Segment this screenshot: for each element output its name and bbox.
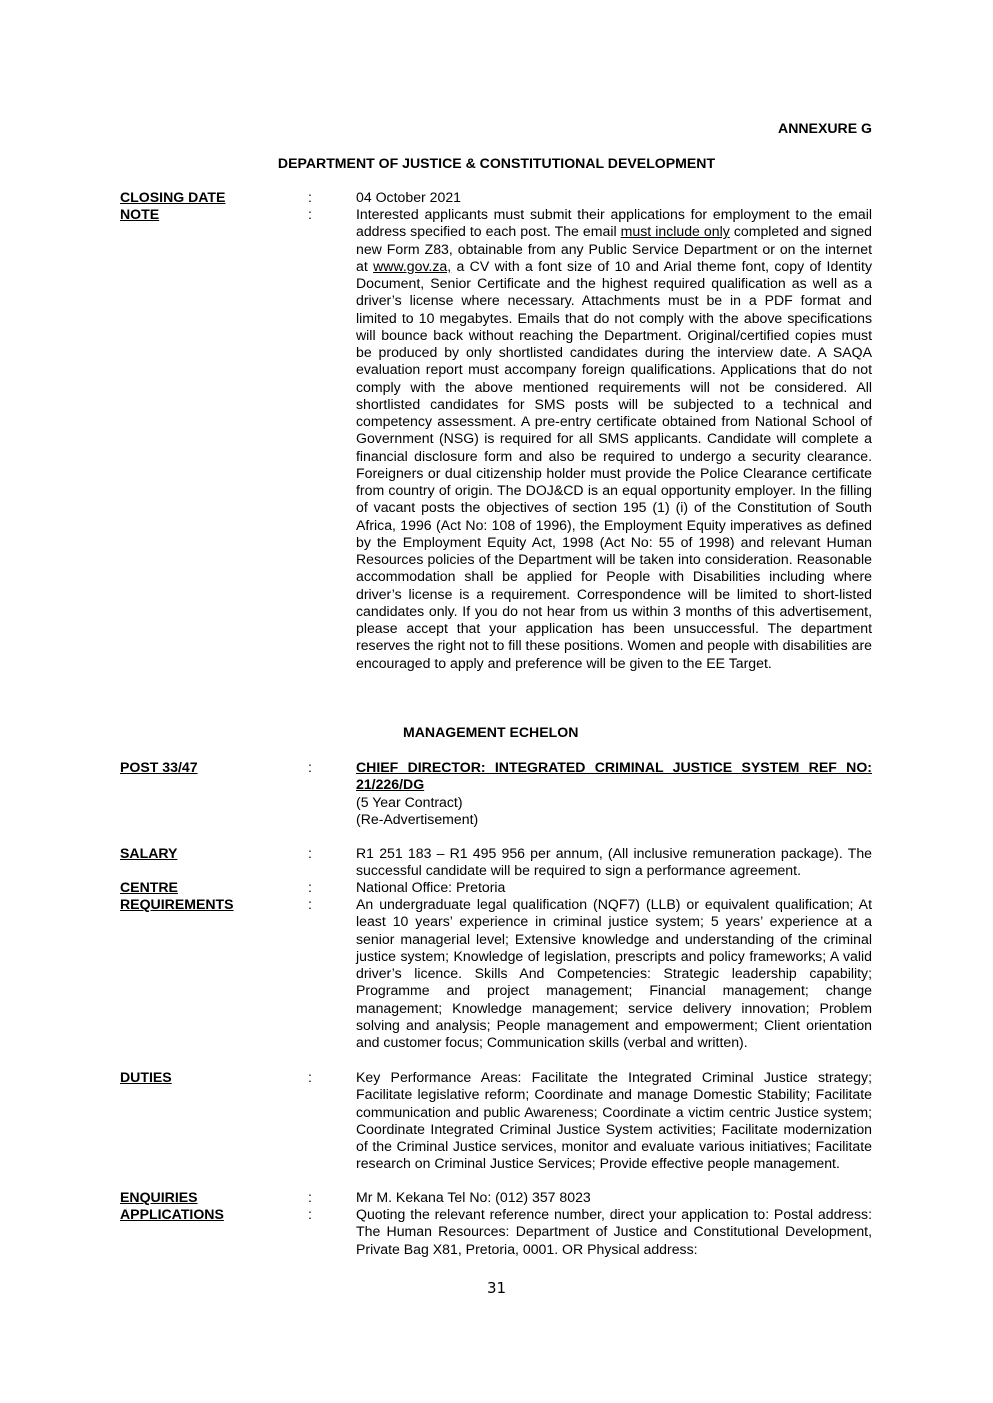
closing-date-value: 04 October 2021 [356,189,461,205]
note-text-part-1: Interested applicants must submit their applications for employment to the email address specified to each post. The email [356,206,872,240]
post-contract: (5 Year Contract) [356,793,463,810]
closing-date-label: CLOSING DATE [120,189,226,205]
post-label: POST 33/47 [120,759,198,775]
note-emphasis: must include only [620,223,730,240]
centre-colon: : [308,879,312,895]
applications-colon: : [308,1206,312,1222]
department-heading: DEPARTMENT OF JUSTICE & CONSTITUTIONAL DEVELOPMENT [277,155,716,171]
duties-label: DUTIES [120,1069,172,1085]
duties-value: Key Performance Areas: Facilitate the Integrated Criminal Justice strategy; Facilitate legislative reform; Coordinate and manage Domestic Stability; Facilitate communication and public Awareness; Coordinate a victim centric Justice system; Coordinate Integrated Criminal Justice System activities; Facilitate modernization of the Criminal Justice services, monitor and evaluate various initiatives; Facilitate research on Criminal Justice Services; Provide effective people management. [356,1069,872,1172]
enquiries-value: Mr M. Kekana Tel No: (012) 357 8023 [356,1189,591,1205]
enquiries-colon: : [308,1189,312,1205]
requirements-label: REQUIREMENTS [120,896,234,912]
requirements-colon: : [308,896,312,912]
note-colon: : [308,206,312,222]
centre-value: National Office: Pretoria [356,879,506,895]
requirements-value: An undergraduate legal qualification (NQF7) (LLB) or equivalent qualification; At least 10 years’ experience in criminal justice system; 5 years’ experience at a senior managerial level; Extensive knowledge and understanding of the criminal justice system; Knowledge of legislation, prescripts and policy frameworks; A valid driver’s licence. Skills And Competencies: Strategic leadership capability; Programme and project management; Financial management; change management; Knowledge management; service delivery innovation; Problem solving and analysis; People management and empowerment; Client orientation and customer focus; Communication skills (verbal and written). [356,896,872,1050]
applications-label: APPLICATIONS [120,1206,224,1222]
gov-website-link[interactable]: www.gov.za, [373,257,452,274]
note-text-part-3: a CV with a font size of 10 and Arial theme font, copy of Identity Document, Senior Certificate and the highest required qualification as well as a driver’s license where necessary. Attachments must be in a PDF format and limited to 10 megabytes. Emails that do not comply with the above specifications will bounce back without reaching the Department. Original/certified copies must be produced by only shortlisted candidates during the interview date. A SAQA evaluation report must accompany foreign qualifications. Applications that do not comply with the above mentioned requirements will not be considered. All shortlisted candidates for SMS posts will be subjected to a technical and competency assessment. A pre-entry certificate obtained from National School of Government (NSG) is required for all SMS applicants. Candidate will complete a financial disclosure form and also be required to undergo a security clearance. Foreigners or dual citizenship holder must provide the Police Clearance certificate from country of origin. The DOJ&CD is an equal opportunity employer. In the filling of vacant posts the objectives of section 195 (1) (i) of the Constitution of South Africa, 1996 (Act No: 108 of 1996), the Employment Equity imperatives as defined by the Employment Equity Act, 1998 (Act No: 55 of 1998) and relevant Human Resources policies of the Department will be taken into consideration. Reasonable accommodation shall be applied for People with Disabilities including where driver’s license is a requirement. Correspondence will be limited to short-listed candidates only. If you do not hear from us within 3 months of this advertisement, please accept that your application has been unsuccessful. The department reserves the right not to fill these positions. Women and people with disabilities are encouraged to apply and preference will be given to the EE Target. [356,257,873,671]
post-title: CHIEF DIRECTOR: INTEGRATED CRIMINAL JUSTICE SYSTEM REF NO: 21/226/DG [356,759,872,793]
note-text [356,206,872,672]
centre-label: CENTRE [120,879,178,895]
note-text-part-2: completed and signed new Form Z83, obtainable from any Public Service Department or on the internet at [356,223,872,274]
note-label: NOTE [120,206,160,222]
post-readvertisement: (Re-Advertisement) [356,810,479,827]
enquiries-label: ENQUIRIES [120,1189,198,1205]
post-colon: : [308,759,312,775]
closing-date-colon: : [308,189,312,205]
page-number: 31 [486,1279,507,1297]
annexure-label: ANNEXURE G [778,120,872,136]
post-details [356,759,872,828]
section-title: MANAGEMENT ECHELON [403,724,579,740]
duties-colon: : [308,1069,312,1085]
applications-value: Quoting the relevant reference number, direct your application to: Postal address: The Human Resources: Department of Justice and Constitutional Development, Private Bag X81, Pretoria, 0001. OR Physical address: [356,1206,872,1257]
salary-value: R1 251 183 – R1 495 956 per annum, (All inclusive remuneration package). The successful candidate will be required to sign a performance agreement. [356,845,872,879]
salary-label: SALARY [120,845,178,861]
salary-colon: : [308,845,312,861]
